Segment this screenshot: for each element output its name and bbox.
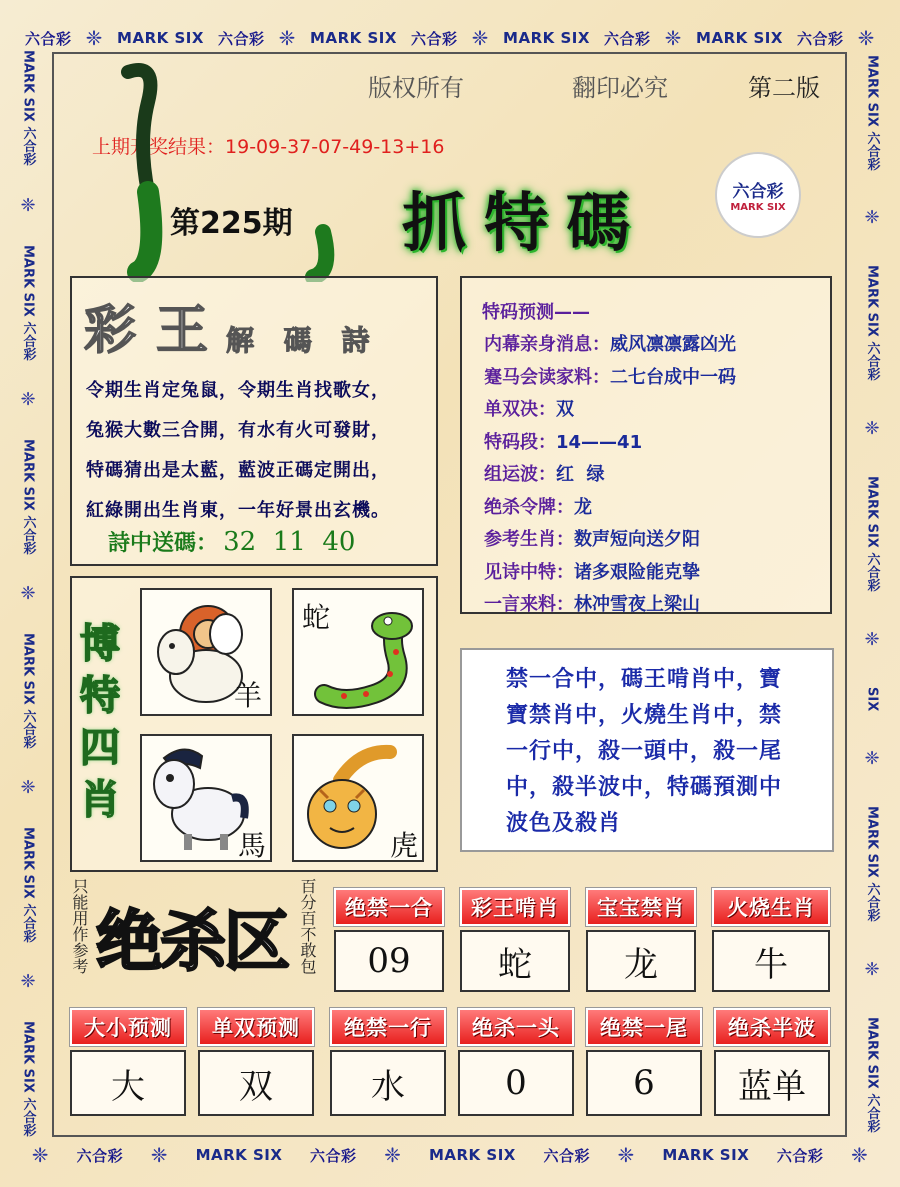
poem-box (70, 276, 438, 566)
kill-value: 0 (458, 1050, 574, 1116)
flower-icon: ❈ (864, 958, 880, 980)
prediction-item (484, 363, 736, 396)
border-mark-six: MARK SIX (503, 29, 590, 47)
issue-number: 第225期 (170, 206, 293, 241)
prediction-value: 林冲雪夜上梁山 (574, 594, 700, 615)
mark-six-logo (715, 152, 801, 238)
kill-label: 大小预测 (70, 1008, 186, 1046)
rules-line: 中，殺半波中，特碼預測中 (506, 775, 783, 800)
prediction-key: 参考生肖： (484, 529, 574, 550)
border-side-text: MARK SIX 六合彩 (864, 1016, 880, 1133)
border-logo: 六合彩 (776, 1146, 824, 1165)
prediction-item (484, 525, 736, 558)
flower-icon: ❈ (864, 748, 880, 770)
flower-icon: ❈ (31, 1143, 50, 1167)
flower-icon: ❈ (384, 1143, 402, 1167)
main-title: 抓特碼 (402, 186, 648, 261)
zodiac-name: 虎 (390, 829, 419, 862)
kill-label: 彩王啃肖 (460, 888, 570, 926)
prediction-value: 14——41 (556, 431, 643, 453)
kill-value: 龙 (586, 930, 696, 992)
snake-icon (304, 608, 422, 713)
flower-icon: ❈ (150, 1143, 168, 1167)
prediction-item (484, 558, 736, 591)
prediction-value: 数声短向送夕阳 (574, 529, 700, 550)
border-mark-six: MARK SIX (195, 1146, 283, 1164)
border-logo: 六合彩 (797, 29, 844, 48)
border-side-text: MARK SIX 六合彩 (20, 632, 36, 749)
logo-cn-text: 六合彩 (732, 182, 784, 202)
kill-zone-right-note: 百分百不敢包 (298, 878, 317, 974)
flower-icon: ❈ (471, 26, 489, 50)
border-side-text: MARK SIX 六合彩 (20, 438, 36, 555)
prediction-heading: 特码预测—— (482, 302, 590, 323)
border-mark-six: MARK SIX (428, 1146, 516, 1164)
poem-line: 令期生肖定兔鼠，令期生肖找歌女， (86, 380, 390, 401)
border-side-text: MARK SIX 六合彩 (20, 827, 36, 943)
prediction-value: 二七台成中一码 (610, 366, 736, 388)
border-side-text: MARK SIX 六合彩 (20, 244, 36, 360)
zodiac-name: 羊 (234, 679, 263, 712)
flower-icon: ❈ (857, 26, 875, 50)
prediction-item (484, 460, 736, 493)
zodiac-card-snake (292, 588, 424, 716)
flower-icon: ❈ (20, 971, 36, 993)
border-logo: 六合彩 (411, 29, 458, 48)
border-side-text: MARK SIX 六合彩 (20, 1021, 36, 1137)
kill-label: 绝杀半波 (714, 1008, 830, 1046)
kill-value: 蛇 (460, 930, 570, 992)
poem-gift (108, 526, 355, 557)
no-reprint-text: 翻印必究 (572, 74, 668, 102)
prediction-key: 内幕亲身消息： (484, 334, 610, 355)
zodiac-name: 蛇 (302, 601, 331, 634)
flower-icon: ❈ (20, 582, 36, 604)
prediction-value: 龙 (574, 496, 592, 518)
last-result-value: 19-09-37-07-49-13+16 (225, 136, 445, 158)
kill-label: 绝禁一行 (330, 1008, 446, 1046)
kill-label: 火烧生肖 (712, 888, 830, 926)
kill-zone-title: 绝杀区 (96, 903, 288, 980)
prediction-value: 诸多艰险能克挚 (574, 561, 700, 583)
four-zodiac-box (70, 576, 438, 872)
kill-value: 大 (70, 1050, 186, 1116)
flower-icon: ❈ (20, 194, 36, 216)
zodiac-card-tiger (292, 734, 424, 862)
poem-line: 特碼猜出是太藍，藍波正碼定開出， (86, 460, 390, 481)
prediction-key: 一言来料： (484, 594, 574, 615)
poem-title (84, 288, 380, 363)
border-side-partial: SIX (864, 686, 880, 711)
flower-icon: ❈ (85, 26, 103, 50)
rules-line: 禁一合中，碼王啃肖中，寶 (506, 667, 783, 692)
zodiac-card-horse (140, 734, 272, 862)
border-logo: 六合彩 (604, 29, 651, 48)
prediction-value: 双 (556, 399, 574, 420)
rules-line: 一行中，殺一頭中，殺一尾 (506, 739, 783, 764)
border-side-text: MARK SIX 六合彩 (864, 265, 880, 381)
border-mark-six: MARK SIX (662, 1146, 750, 1164)
flower-icon: ❈ (20, 777, 36, 799)
flower-icon: ❈ (864, 417, 880, 439)
prediction-key: 见诗中特： (484, 561, 574, 583)
kill-value: 水 (330, 1050, 446, 1116)
poem-title-char: 彩 (84, 300, 137, 361)
poem-title-char: 王 (156, 300, 209, 361)
rules-line: 寶禁肖中，火燒生肖中，禁 (506, 703, 783, 728)
left-border (8, 36, 48, 1151)
rules-lines (506, 662, 782, 842)
prediction-item (484, 428, 736, 461)
prediction-key: 单双决： (484, 399, 556, 420)
decor-blob-icon (118, 62, 348, 282)
kill-value: 蓝单 (714, 1050, 830, 1116)
border-logo: 六合彩 (310, 1146, 357, 1165)
border-mark-six: MARK SIX (117, 29, 204, 47)
poem-gift-numbers: 32 11 40 (223, 527, 356, 557)
kill-value: 6 (586, 1050, 702, 1116)
border-side-text: MARK SIX 六合彩 (20, 50, 36, 166)
kill-value: 09 (334, 930, 444, 992)
flower-icon: ❈ (864, 628, 880, 650)
prediction-box (460, 276, 832, 614)
prediction-key: 特码段： (484, 431, 556, 453)
rules-box (460, 648, 834, 852)
border-logo: 六合彩 (543, 1146, 590, 1165)
copyright-text: 版权所有 (368, 74, 464, 102)
edition-label: 第二版 (748, 74, 820, 102)
poem-gift-label: 詩中送碼： (108, 531, 219, 556)
logo-en-text: MARK SIX (730, 202, 786, 213)
prediction-key: 组运波： (484, 464, 556, 485)
kill-value: 双 (198, 1050, 314, 1116)
four-zodiac-title (80, 618, 120, 826)
flower-icon: ❈ (20, 388, 36, 410)
last-result-label: 上期开奖结果： (92, 136, 226, 158)
border-side-text: MARK SIX 六合彩 (864, 54, 880, 170)
rules-line: 波色及殺肖 (506, 811, 622, 836)
prediction-item (484, 493, 736, 526)
kill-zone-left-note: 只能用作参考 (70, 878, 89, 974)
kill-label: 绝禁一合 (334, 888, 444, 926)
kill-value: 牛 (712, 930, 830, 992)
border-logo: 六合彩 (76, 1146, 124, 1165)
flower-icon: ❈ (664, 26, 682, 50)
flower-icon: ❈ (617, 1143, 635, 1167)
prediction-item (484, 590, 736, 623)
flower-icon: ❈ (278, 26, 296, 50)
border-mark-six: MARK SIX (310, 29, 397, 47)
poem-line: 兔猴大數三合開，有水有火可發財， (86, 420, 390, 441)
four-zodiac-title-char: 四 (80, 724, 120, 771)
four-zodiac-title-char: 特 (80, 672, 120, 719)
border-logo: 六合彩 (218, 29, 265, 48)
border-side-text: MARK SIX 六合彩 (864, 806, 880, 922)
prediction-value: 红 绿 (556, 464, 605, 485)
prediction-value: 威风凛凛露凶光 (610, 334, 736, 355)
bottom-border (0, 1137, 900, 1173)
poem-line: 紅綠開出生肖東，一年好景出玄機。 (86, 500, 390, 521)
poem-subtitle: 解 碼 詩 (226, 324, 380, 357)
kill-label: 绝禁一尾 (586, 1008, 702, 1046)
four-zodiac-title-char: 肖 (80, 776, 120, 823)
prediction-list (484, 330, 736, 623)
right-border (852, 36, 892, 1151)
prediction-item (484, 395, 736, 428)
kill-label: 宝宝禁肖 (586, 888, 696, 926)
kill-label: 单双预测 (198, 1008, 314, 1046)
zodiac-name: 馬 (238, 829, 267, 862)
top-border (0, 20, 900, 56)
prediction-key: 绝杀令牌： (484, 496, 574, 518)
border-logo: 六合彩 (25, 29, 72, 48)
border-side-text: MARK SIX 六合彩 (864, 475, 880, 592)
zodiac-card-goat (140, 588, 272, 716)
four-zodiac-title-char: 博 (80, 620, 120, 667)
prediction-item (484, 330, 736, 363)
kill-label: 绝杀一头 (458, 1008, 574, 1046)
border-mark-six: MARK SIX (696, 29, 783, 47)
prediction-key: 蹇马会读家料： (484, 366, 610, 388)
flower-icon: ❈ (864, 207, 880, 229)
flower-icon: ❈ (850, 1143, 869, 1167)
poem-lines (86, 376, 390, 522)
